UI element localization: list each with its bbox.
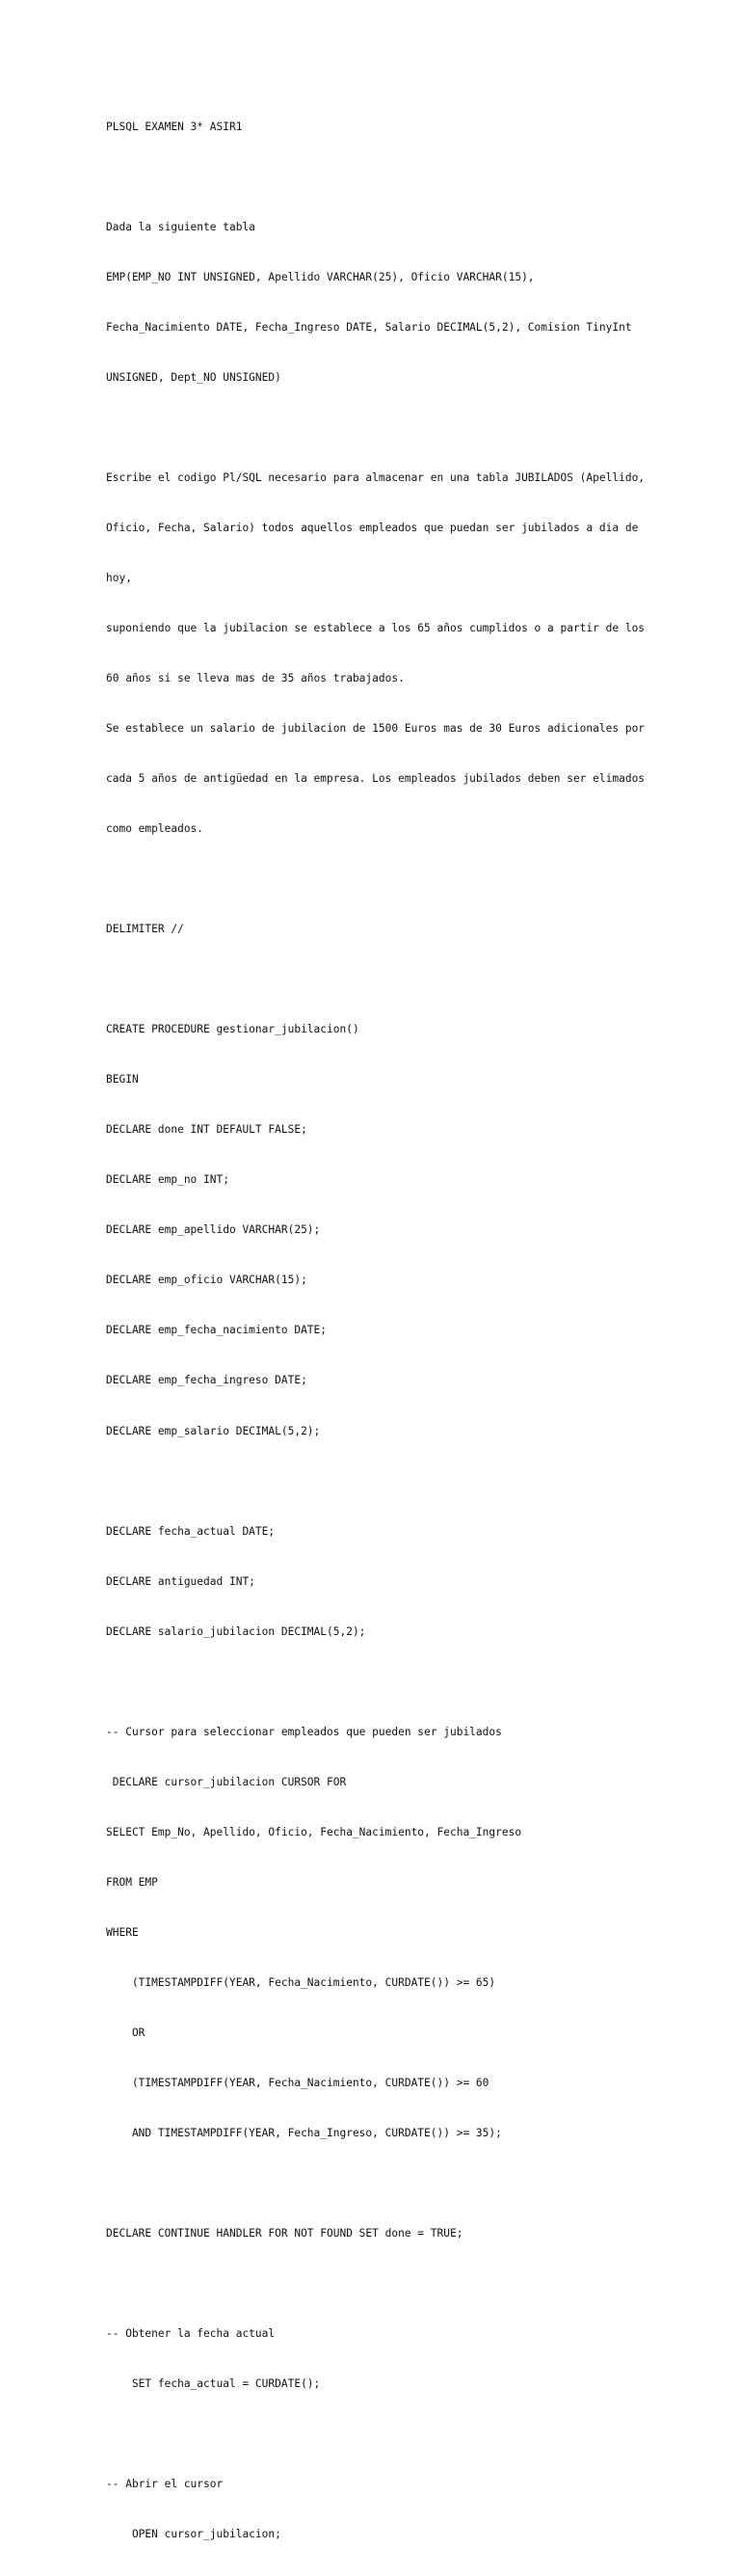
text-line: SELECT Emp_No, Apellido, Oficio, Fecha_Nacimiento, Fecha_Ingreso bbox=[106, 1825, 522, 1838]
text-line: -- Abrir el cursor bbox=[106, 2478, 224, 2491]
text-line bbox=[106, 2426, 723, 2442]
text-line bbox=[106, 1674, 723, 1690]
text-line: DECLARE done INT DEFAULT FALSE; bbox=[106, 1123, 307, 1137]
text-line bbox=[106, 169, 723, 185]
text-line: DECLARE salario_jubilacion DECIMAL(5,2); bbox=[106, 1624, 366, 1638]
text-line: EMP(EMP_NO INT UNSIGNED, Apellido VARCHAR(25), Oficio VARCHAR(15), bbox=[106, 270, 535, 283]
text-line: -- Cursor para seleccionar empleados que pueden ser jubilados bbox=[106, 1725, 502, 1738]
text-line: (TIMESTAMPDIFF(YEAR, Fecha_Nacimiento, CURDATE()) >= 65) bbox=[106, 1975, 496, 1989]
text-line: como empleados. bbox=[106, 822, 204, 836]
text-line: suponiendo que la jubilacion se establece a los 65 años cumplidos o a partir de los bbox=[106, 622, 646, 634]
text-line: DECLARE fecha_actual DATE; bbox=[106, 1524, 276, 1538]
text-line: Escribe el codigo Pl/SQL necesario para almacenar en una tabla JUBILADOS (Apellido, bbox=[106, 470, 646, 484]
text-line: DECLARE cursor_jubilacion CURSOR FOR bbox=[106, 1775, 347, 1788]
text-line: Dada la siguiente tabla bbox=[106, 220, 255, 233]
text-line: DECLARE emp_fecha_ingreso DATE; bbox=[106, 1374, 307, 1387]
text-line: CREATE PROCEDURE gestionar_jubilacion() bbox=[106, 1023, 359, 1036]
text-line: DELIMITER // bbox=[106, 923, 184, 936]
text-line bbox=[106, 419, 723, 436]
text-line: UNSIGNED, Dept_NO UNSIGNED) bbox=[106, 370, 281, 384]
text-line: DECLARE emp_oficio VARCHAR(15); bbox=[106, 1274, 307, 1287]
text-line: OR bbox=[106, 2026, 145, 2039]
document-text bbox=[106, 85, 723, 2576]
text-line bbox=[106, 2275, 723, 2292]
text-line: Fecha_Nacimiento DATE, Fecha_Ingreso DATE, Salario DECIMAL(5,2), Comision TinyInt bbox=[106, 320, 632, 334]
text-line bbox=[106, 971, 723, 987]
text-line bbox=[106, 871, 723, 887]
text-line: DECLARE emp_fecha_nacimiento DATE; bbox=[106, 1324, 328, 1337]
text-line: WHERE bbox=[106, 1925, 139, 1939]
text-line: DECLARE antiguedad INT; bbox=[106, 1574, 255, 1588]
text-line: AND TIMESTAMPDIFF(YEAR, Fecha_Ingreso, CURDATE()) >= 35); bbox=[106, 2126, 502, 2139]
text-line: Se establece un salario de jubilacion de 1500 Euros mas de 30 Euros adicionales por bbox=[106, 722, 646, 736]
text-line: -- Obtener la fecha actual bbox=[106, 2327, 276, 2341]
text-line: BEGIN bbox=[106, 1073, 139, 1087]
text-line: DECLARE emp_no INT; bbox=[106, 1173, 229, 1187]
text-line: DECLARE CONTINUE HANDLER FOR NOT FOUND SET done = TRUE; bbox=[106, 2227, 463, 2240]
text-line bbox=[106, 1473, 723, 1489]
text-line: SET fecha_actual = CURDATE(); bbox=[106, 2377, 321, 2391]
text-line: DECLARE emp_salario DECIMAL(5,2); bbox=[106, 1424, 321, 1437]
text-line: OPEN cursor_jubilacion; bbox=[106, 2528, 281, 2541]
text-line bbox=[106, 2175, 723, 2191]
text-line: hoy, bbox=[106, 571, 132, 584]
text-line: FROM EMP bbox=[106, 1875, 158, 1889]
text-line: (TIMESTAMPDIFF(YEAR, Fecha_Nacimiento, CURDATE()) >= 60 bbox=[106, 2076, 489, 2089]
text-line: cada 5 años de antigüedad en la empresa. Los empleados jubilados deben ser elimados bbox=[106, 772, 646, 786]
text-line: 60 años si se lleva mas de 35 años trabajados. bbox=[106, 672, 405, 685]
text-line: Oficio, Fecha, Salario) todos aquellos empleados que puedan ser jubilados a dia de bbox=[106, 521, 639, 534]
text-line: PLSQL EXAMEN 3* ASIR1 bbox=[106, 120, 243, 133]
text-line: DECLARE emp_apellido VARCHAR(25); bbox=[106, 1223, 321, 1237]
